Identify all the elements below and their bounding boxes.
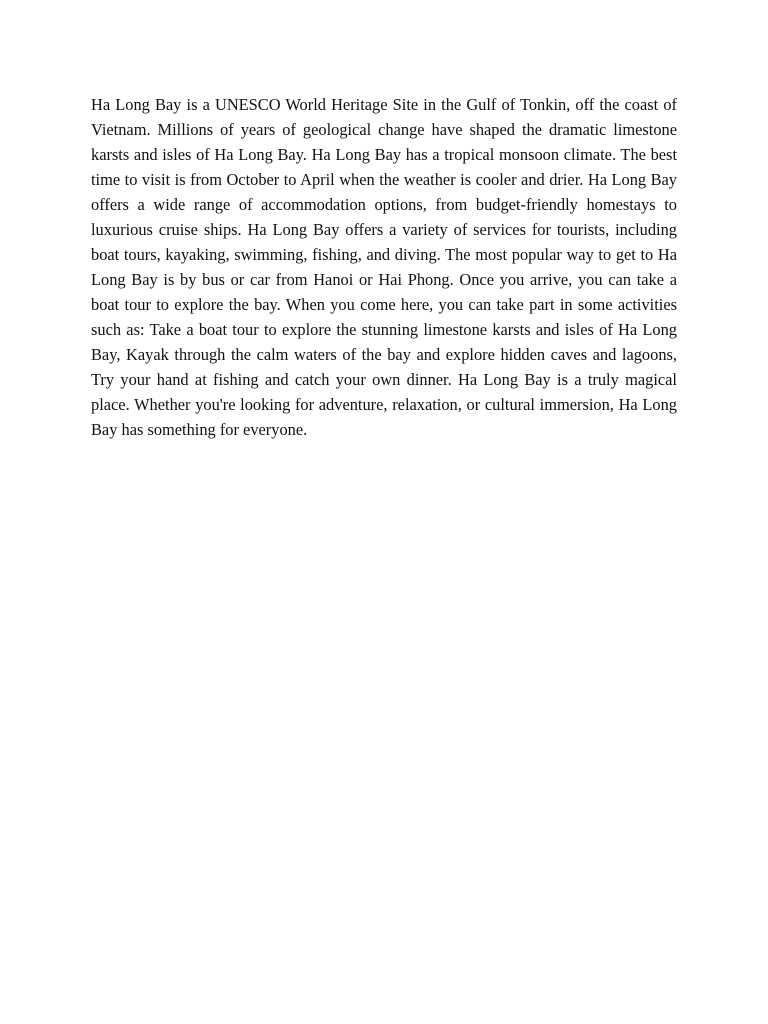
body-paragraph: Ha Long Bay is a UNESCO World Heritage Site in the Gulf of Tonkin, off the coast of Vietnam. Millions of years of geological change have shaped the dramatic limestone karsts and isles of Ha Long Bay. Ha Long Bay has a tropical monsoon climate. The best time to visit is from October to April when the weather is cooler and drier. Ha Long Bay offers a wide range of accommodation options, from budget-friendly homestays to luxurious cruise ships. Ha Long Bay offers a variety of services for tourists, including boat tours, kayaking, swimming, fishing, and diving. The most popular way to get to Ha Long Bay is by bus or car from Hanoi or Hai Phong. Once you arrive, you can take a boat tour to explore the bay. When you come here, you can take part in some activities such as: Take a boat tour to explore the stunning limestone karsts and isles of Ha Long Bay, Kayak through the calm waters of the bay and explore hidden caves and lagoons, Try your hand at fishing and catch your own dinner. Ha Long Bay is a truly magical place. Whether you're looking for adventure, relaxation, or cultural immersion, Ha Long Bay has something for everyone.: [91, 95, 677, 439]
